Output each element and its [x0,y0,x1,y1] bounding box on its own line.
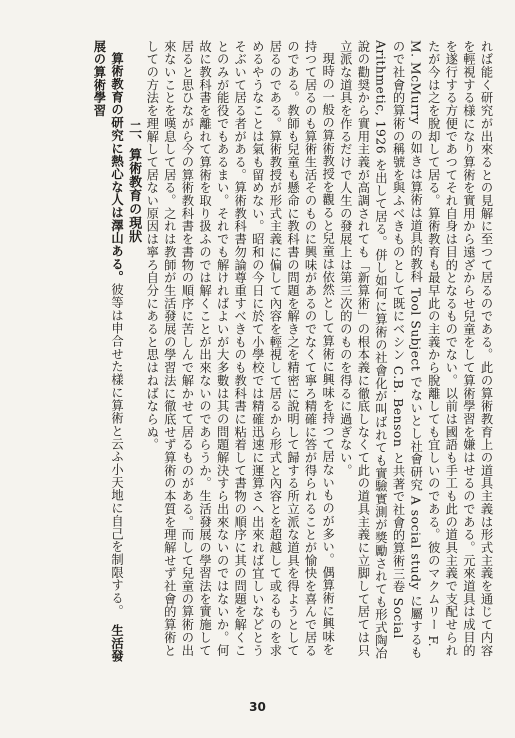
vertical-text-body [52,40,494,666]
paragraph-body-text: 彼等は申合せた樣に算術と云ふ小天地に自己を制限する。 [109,283,124,612]
paragraph-lead-text: 算術教育の研究に熱心な人は澤山ある。 [109,52,124,284]
paragraph-present-state [89,40,124,666]
page-number: 30 [249,700,266,714]
section-heading: 二、算術教育の現狀 [126,120,142,243]
paragraph-current-teaching: 現時の一般の算術教授を觀ると兒童は依然として算術に興味を持つて居ないものが多い。偶算術に興味を持つて居るのも算術生活そのものに興味があるのでなくて寧ろ精確に答が得られることが愉快を喜んで居るのである。教師も兒童も懸命に教科書の問題を解き之を精密に說明して歸する所立派な道具を得ようとして居るのである。算術教授が形式主義に偏して內容を輕視して居るから形式と內容とを超越して或るものを求めるやうなことは氣も留めない。昭和の今日に於て小學校では精確迅速に運算さへ出來れば宜しいなどとうそぶいて居る者がある。算術教科書勿論尊重すべきものも教科書に粘着して書物の順序に其の問題を解くことのみが能役でもあるまい。それでも解ければよいが大多數は其の問題解決すら出來ないのではないか。何故に教科書を離れて算術を取り扱ふのでは解くことが出來ないのであらうか。生活發展の學習法を實施して居ると思ひながら今の算術教科書を書物の順序に苦しんで解かせて居るものがある。而して兒童の算術の出來ないことを嘆息して居る。之れは教師が生活發展の學習法に徹底せず算術の本質を理解せず社會的算術としての方法を理解して居ない原因は寧ろ自分にあると思はねばならぬ。 [144,40,335,657]
paragraph-tail-text: 生活發展の算術學習 [91,40,124,663]
paragraph-tool-subject: れば能く研究が出來るとの見解に至つて居るのである。此の算術教育上の道具主義は形式主義を通じて内容を輕視する様になり算術を實用から遠ざからせ兒童をして算術學習を嫌はせるのである。元來道具は成目的を遂行する方便であつてそれ自身は目的となるものでない。以前は國語も手工も此の道具主義で支配せられたが今は之を脫却して居る。算術教育も最早此の主義から脫離しても宜しいのである。彼のマクムリー F. M. McMurry の如きは算術は道具的教科 Tool Subject でないとし社會研究 A social study に屬するもので社會的算術の稱號を與ふべきものとして既にベシン C.B. Benson と共著で社會的算術三卷 Social Arithmetic, 1926 を出して居る。併し如何に算術の社會化が叫ばれても實驗實測が獎勵されても形式陶冶說の勸奨から實用主義が高調されても「新算術」の根本義に徹底しなくて此の道具主義に立脚して居ては只立派な道具を作るだけで人生の發展上は第三次的のものを得るに過ぎない。 [338,40,493,660]
